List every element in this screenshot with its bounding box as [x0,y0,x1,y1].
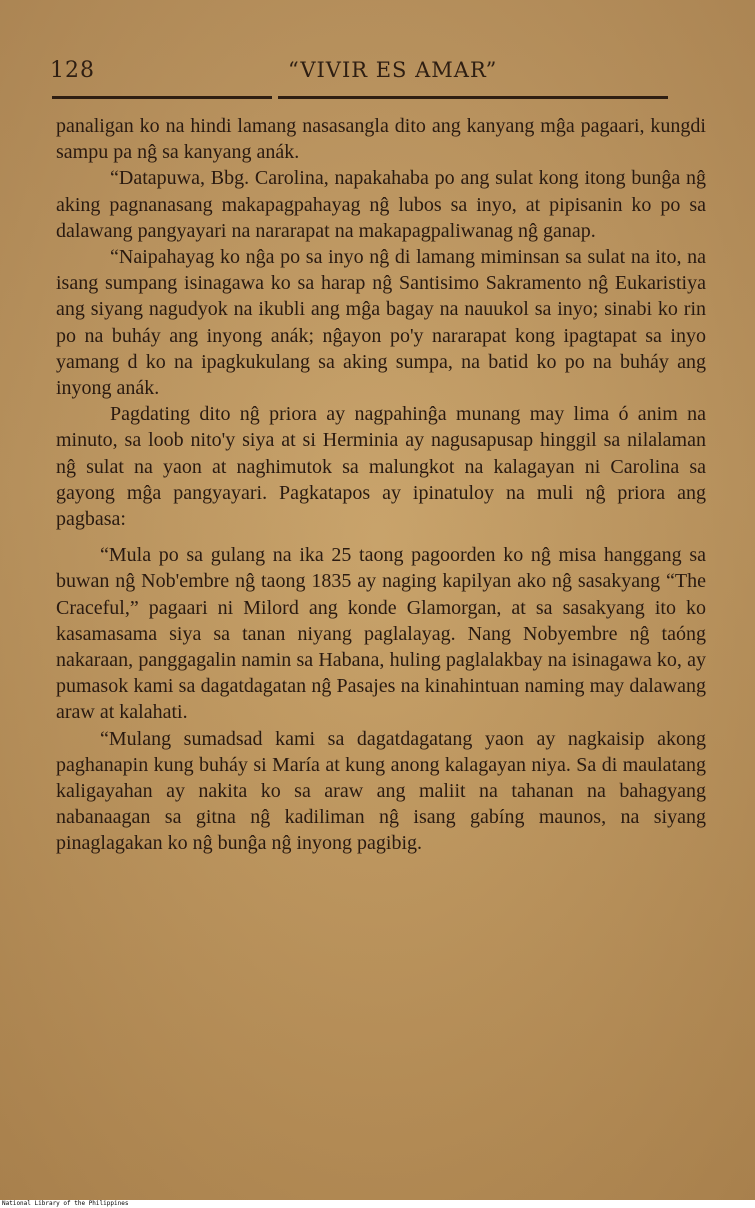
library-credit: National Library of the Philippines [2,1200,129,1207]
paragraph-datapuwa: “Datapuwa, Bbg. Carolina, napakahaba po ang sulat kong itong bunĝa nĝ aking pagnanasang makapagpahayag nĝ lubos sa inyo, at pipisanin ko po sa dalawang pangyayari na nararapat na makapagpaliwanag nĝ ganap. [56,167,706,242]
paragraph-mula-po: “Mula po sa gulang na ika 25 taong pagoorden ko nĝ misa hanggang sa buwan nĝ Nob'embre nĝ taong 1835 ay naging kapilyan ako nĝ sasakyang “The Craceful,” pagaari ni Milord ang konde Glamorgan, at sa sasakyang ito ko kasamasama siya sa tanan niyang paglalayag. Nang Nobyembre nĝ taóng nakaraan, panggagalin namin sa Habana, huling paglalakbay na isinagawa ko, ay pumasok kami sa dagatdagatan nĝ Pasajes na kinahintuan naming may dalawang araw at kalahati. [56,544,706,724]
paragraph-pagdating: Pagdating dito nĝ priora ay nagpahinĝa munang may lima ó anim na minuto, sa loob nito'y siya at si Herminia ay nagusapusap hinggil sa nilalaman nĝ sulat na yaon at naghimutok sa malungkot na kalagayan ni Carolina sa gayong mĝa pangyayari. Pagkatapos ay ipinatuloy na muli nĝ priora ang pagbasa: [56,403,706,531]
paragraph-mulang-sumadsad: “Mulang sumadsad kami sa dagatdagatang yaon ay nagkaisip akong paghanapin kung buháy si María at kung anong kalagayan niya. Sa di maulatang kaligayahan ay nakita ko sa araw ang maliit na tahanan na bahagyang nabanaagan sa gitna nĝ kadiliman nĝ isang gabíng maunos, na siyang pinaglagakan ko nĝ bunĝa nĝ inyong pagibig. [56,727,706,855]
header-rule-left [52,96,272,99]
scan-footer [0,1200,755,1208]
running-title: “VIVIR ES AMAR” [288,58,498,82]
page-number: 128 [50,58,95,83]
header-rule-right [278,96,668,99]
paragraph-continuation: panaligan ko na hindi lamang nasasangla dito ang kanyang mĝa pagaari, kungdi sampu pa nĝ sa kanyang anák. [56,115,706,164]
body-text [56,113,706,857]
paragraph-naipahayag: “Naipahayag ko nĝa po sa inyo nĝ di lamang miminsan sa sulat na ito, na isang sumpang isinagawa ko sa harap nĝ Santisimo Sakramento nĝ Eukaristiya ang siyang nagudyok na ikubli ang mĝa bagay na nauukol sa inyo; sinabi ko rin po na buháy ang inyong anák; nĝayon po'y nararapat kong ipagtapat sa inyo yamang d ko na ipagkukulang sa aking sumpa, na batid ko po na buháy ang inyong anák. [56,246,706,400]
page-header [50,52,670,88]
